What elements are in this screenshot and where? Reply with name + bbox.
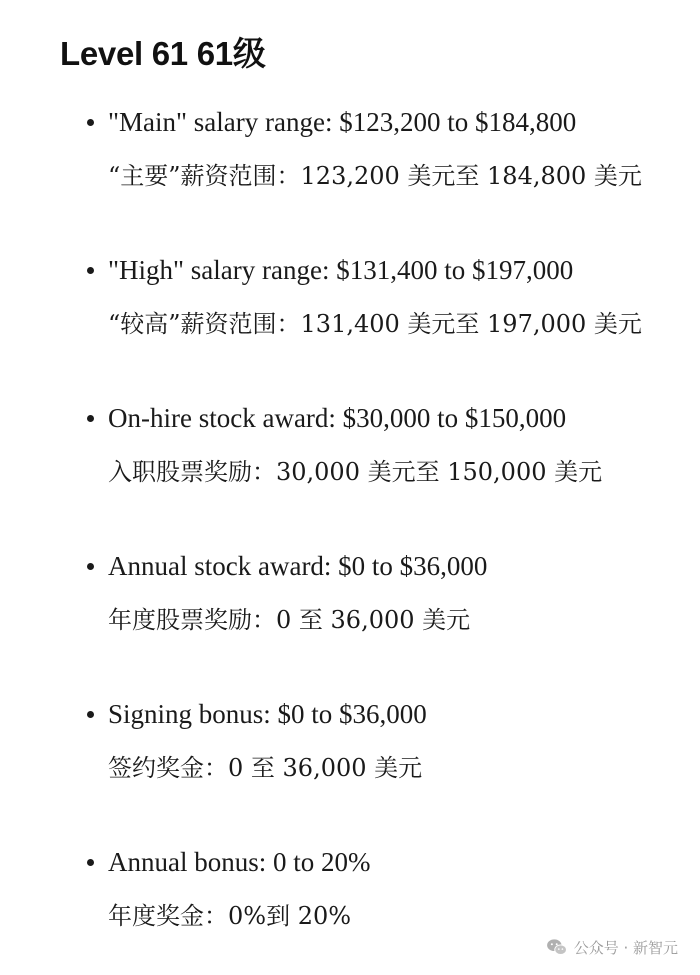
bullet-icon [87,119,94,126]
watermark-text: 公众号 · 新智元 [573,938,678,957]
list-item-high-salary [0,246,700,356]
item-chinese-text: “主要”薪资范围：123,200 美元至 184,800 美元 [108,162,642,190]
list-item-main-salary [0,98,700,208]
item-chinese-text: 年度奖金：0%到 20% [108,902,352,930]
item-english-text: Annual stock award: $0 to $36,000 [108,551,488,581]
item-english-text: Signing bonus: $0 to $36,000 [108,699,427,729]
bullet-icon [87,415,94,422]
item-english-text: "Main" salary range: $123,200 to $184,800 [108,107,577,137]
page-title: Level 61 61级 [60,35,266,72]
bullet-icon [87,267,94,274]
bullet-icon [87,859,94,866]
item-english-text: "High" salary range: $131,400 to $197,000 [108,255,574,285]
wechat-icon [546,938,568,956]
list-item-annual-bonus [0,838,700,948]
list-item-on-hire-stock [0,394,700,504]
item-chinese-text: “较高”薪资范围：131,400 美元至 197,000 美元 [108,310,642,338]
item-chinese-text: 签约奖金：0 至 36,000 美元 [108,754,423,782]
list-item-annual-stock [0,542,700,652]
list-item-signing-bonus [0,690,700,800]
item-chinese-text: 入职股票奖励：30,000 美元至 150,000 美元 [108,458,603,486]
item-chinese-text: 年度股票奖励：0 至 36,000 美元 [108,606,471,634]
item-english-text: On-hire stock award: $30,000 to $150,000 [108,403,567,433]
bullet-icon [87,563,94,570]
item-english-text: Annual bonus: 0 to 20% [108,847,371,877]
bullet-icon [87,711,94,718]
watermark [546,934,678,960]
